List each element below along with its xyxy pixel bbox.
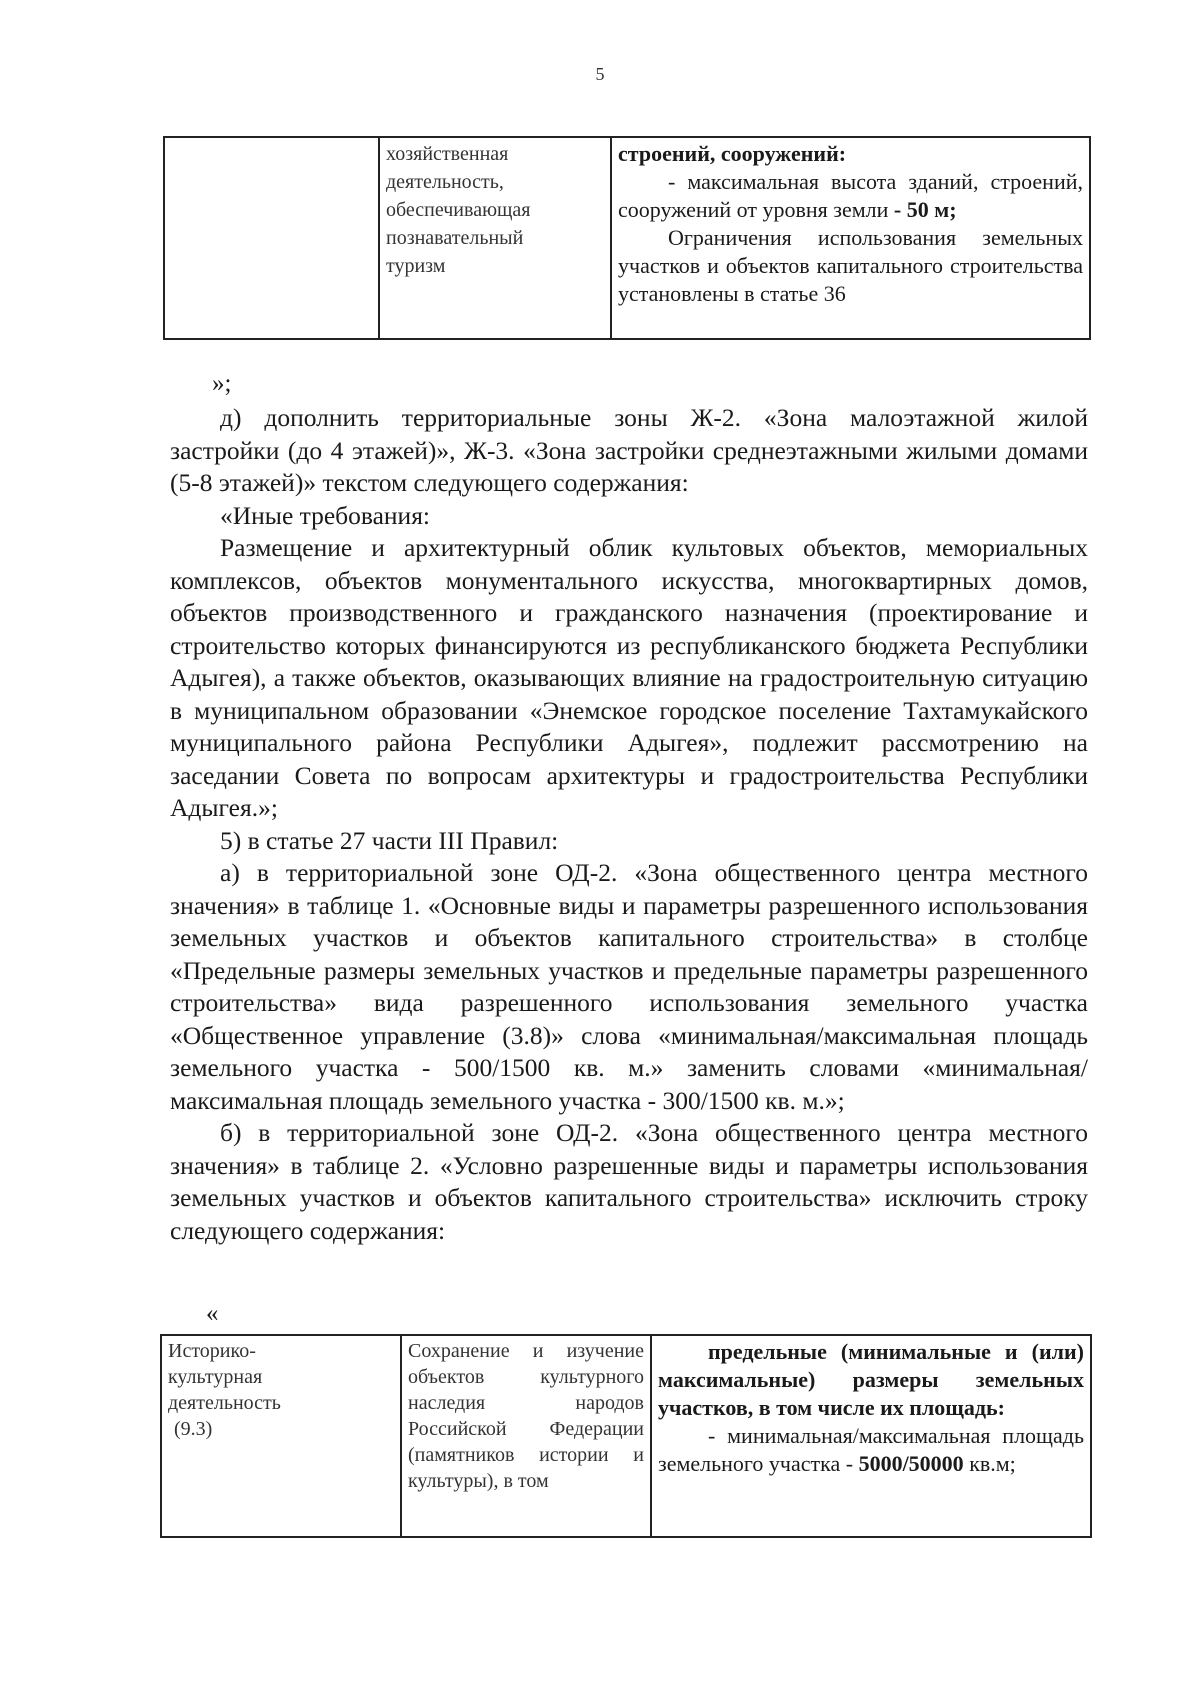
page-number: 5 [595,64,605,84]
document-body [170,402,1088,1247]
table-cell-type [161,1335,401,1537]
paragraph-b: б) в территориальной зоне ОД-2. «Зона общественного центра местного значения» в таблице 2. «Условно разрешенные виды и параметры использования земельных участков и объектов капитального строительства» исключить строку следующего содержания: [170,1118,1088,1245]
table-cell-activity [379,137,611,339]
cell-line: хозяйственная [386,143,509,165]
cell-line: туризм [386,255,446,277]
paragraph-other-requirements: «Иные требования: [220,500,431,530]
limits-area: - минимальная/максимальная площадь земельного участка - 5000/50000 кв.м; [658,1423,1084,1476]
paragraph-placement: Размещение и архитектурный облик культовых объектов, мемориальных комплексов, объектов монументального искусства, многоквартирных домов, объектов производственного и гражданского назначения (проектирование и строительство которых финансируются из республиканского бюджета Республики Адыгея), а также объектов, оказывающих влияние на градостроительную ситуацию в муниципальном образовании «Энемское городское поселение Тахтамукайского муниципального района Республики Адыгея», подлежит рассмотрению на заседании Совета по вопросам архитектуры и градостроительства Республики Адыгея.»; [170,533,1088,822]
cell-line: (9.3) [174,1418,213,1440]
parameters-heading: строений, сооружений: [618,141,847,166]
table-cell-empty [164,137,379,339]
table-continuation [163,136,1091,340]
table-cell-parameters [611,137,1090,339]
table-cell-description: Сохранение и изучение объектов культурного наследия народов Российской Федерации (памятников истории и культуры), в том [401,1335,651,1537]
quote-close: »; [212,370,232,397]
limits-heading: предельные (минимальные и (или) максимальные) размеры земельных участков, в том числе их площадь: [658,1339,1084,1420]
parameters-height: - максимальная высота зданий, строений, сооружений от уровня земли - 50 м; [618,169,1083,222]
cell-line: культурная [168,1366,263,1388]
cell-line: познавательный [386,227,524,249]
table-cell-limits [651,1335,1091,1537]
table-excluded-row [160,1334,1092,1538]
paragraph-d: д) дополнить территориальные зоны Ж-2. «Зона малоэтажной жилой застройки (до 4 этажей)», Ж-3. «Зона застройки среднеэтажными жилыми домами (5-8 этажей)» текстом следующего содержания: [170,403,1088,497]
quote-open: « [206,1300,219,1327]
cell-line: деятельность [168,1392,281,1414]
cell-line: обеспечивающая [386,199,531,221]
cell-line: деятельность, [386,171,504,193]
cell-line: Историко- [168,1340,256,1362]
paragraph-article-27: 5) в статье 27 части III Правил: [220,825,559,855]
paragraph-a: а) в территориальной зоне ОД-2. «Зона общественного центра местного значения» в таблице 1. «Основные виды и параметры разрешенного использования земельных участков и объектов капитального строительства» в столбце «Предельные размеры земельных участков и предельные параметры разрешенного строительства» вида разрешенного использования земельного участка «Общественное управление (3.8)» слова «минимальная/максимальная площадь земельного участка - 500/1500 кв. м.» заменить словами «минимальная/максимальная площадь земельного участка - 300/1500 кв. м.»; [170,858,1088,1115]
parameters-restrictions: Ограничения использования земельных участков и объектов капитального строительства установлены в статье 36 [618,225,1083,306]
